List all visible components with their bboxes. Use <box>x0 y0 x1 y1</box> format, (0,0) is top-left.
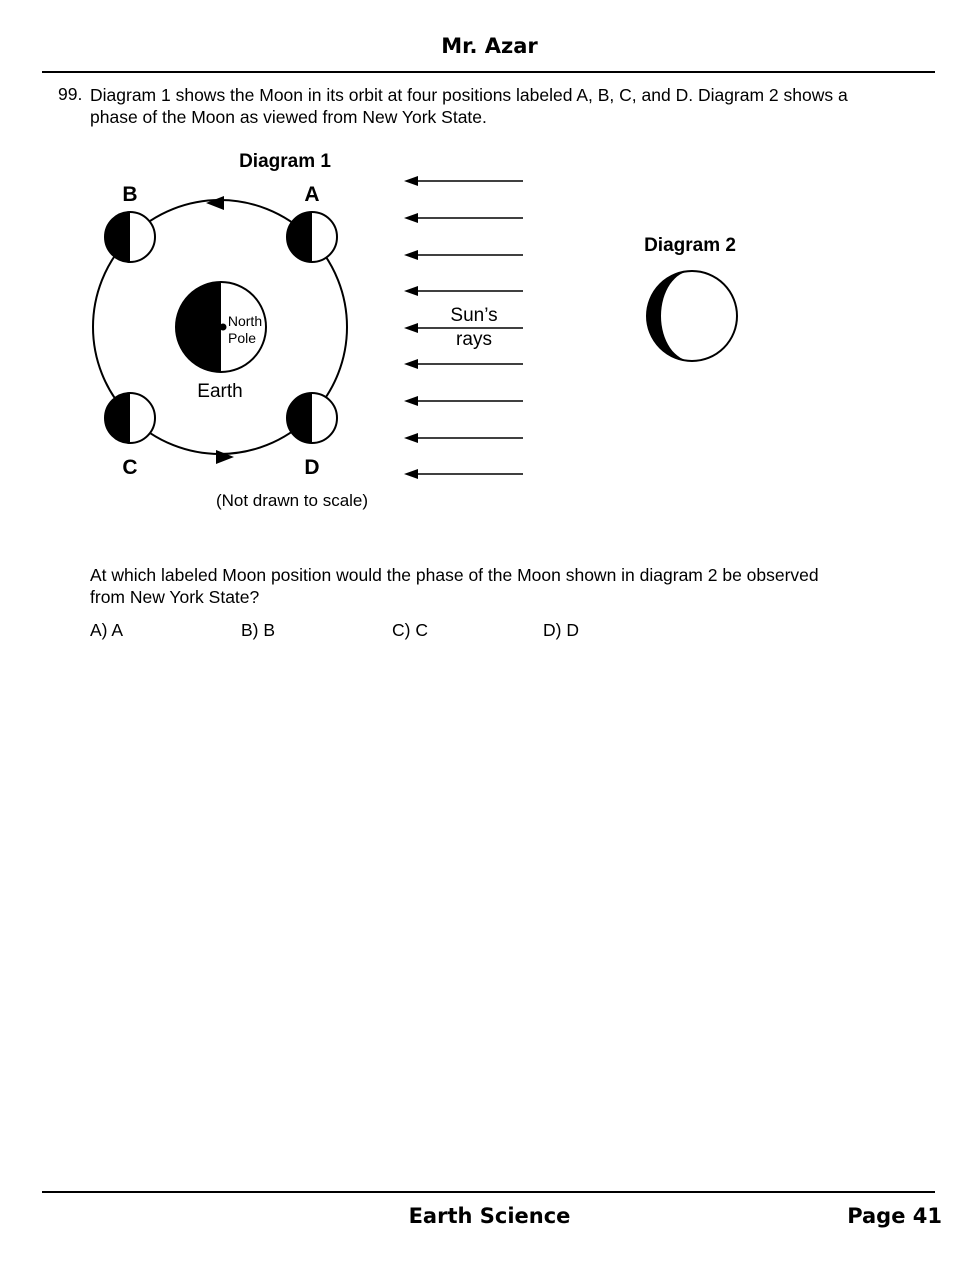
orbit-arrow-bottom <box>216 450 234 464</box>
diagram2-title: Diagram 2 <box>644 235 736 256</box>
answer-choice-c[interactable]: C) C <box>392 620 428 640</box>
moon-position-a <box>287 212 337 262</box>
earth-label: Earth <box>197 381 243 402</box>
footer-divider <box>42 1191 935 1193</box>
moon-position-d <box>287 393 337 443</box>
question-prompt: At which labeled Moon position would the phase of the Moon shown in diagram 2 be observed from New York State? <box>90 565 819 607</box>
diagram1-title: Diagram 1 <box>239 151 331 172</box>
label-d: D <box>304 456 320 479</box>
moon-position-b <box>105 212 155 262</box>
sun-rays-label-line2: rays <box>456 329 492 350</box>
orbit-arrow-top <box>206 196 224 210</box>
label-c: C <box>122 456 138 479</box>
question-number: 99. <box>58 84 83 104</box>
answer-choice-d[interactable]: D) D <box>543 620 579 640</box>
question-text: Diagram 1 shows the Moon in its orbit at four positions labeled A, B, C, and D. Diagram 2 shows a phase of the Moon as viewed from New York State. <box>90 85 848 127</box>
sun-rays-label-line1: Sun’s <box>450 305 498 326</box>
answer-choice-a[interactable]: A) A <box>90 620 124 640</box>
moon-phase-figure <box>0 0 979 560</box>
moon-position-c <box>105 393 155 443</box>
north-pole-label-line2: Pole <box>227 330 257 346</box>
not-to-scale-note: (Not drawn to scale) <box>215 491 369 510</box>
diagram2-moon-phase <box>647 271 737 361</box>
label-b: B <box>122 183 138 206</box>
header-title: Mr. Azar <box>441 34 538 58</box>
north-pole-label-line1: North <box>227 313 263 329</box>
sun-rays <box>404 176 523 479</box>
footer-page-number: Page 41 <box>847 1204 942 1228</box>
label-a: A <box>304 183 320 206</box>
answer-choice-b[interactable]: B) B <box>241 620 276 640</box>
footer-subject: Earth Science <box>408 1204 571 1228</box>
